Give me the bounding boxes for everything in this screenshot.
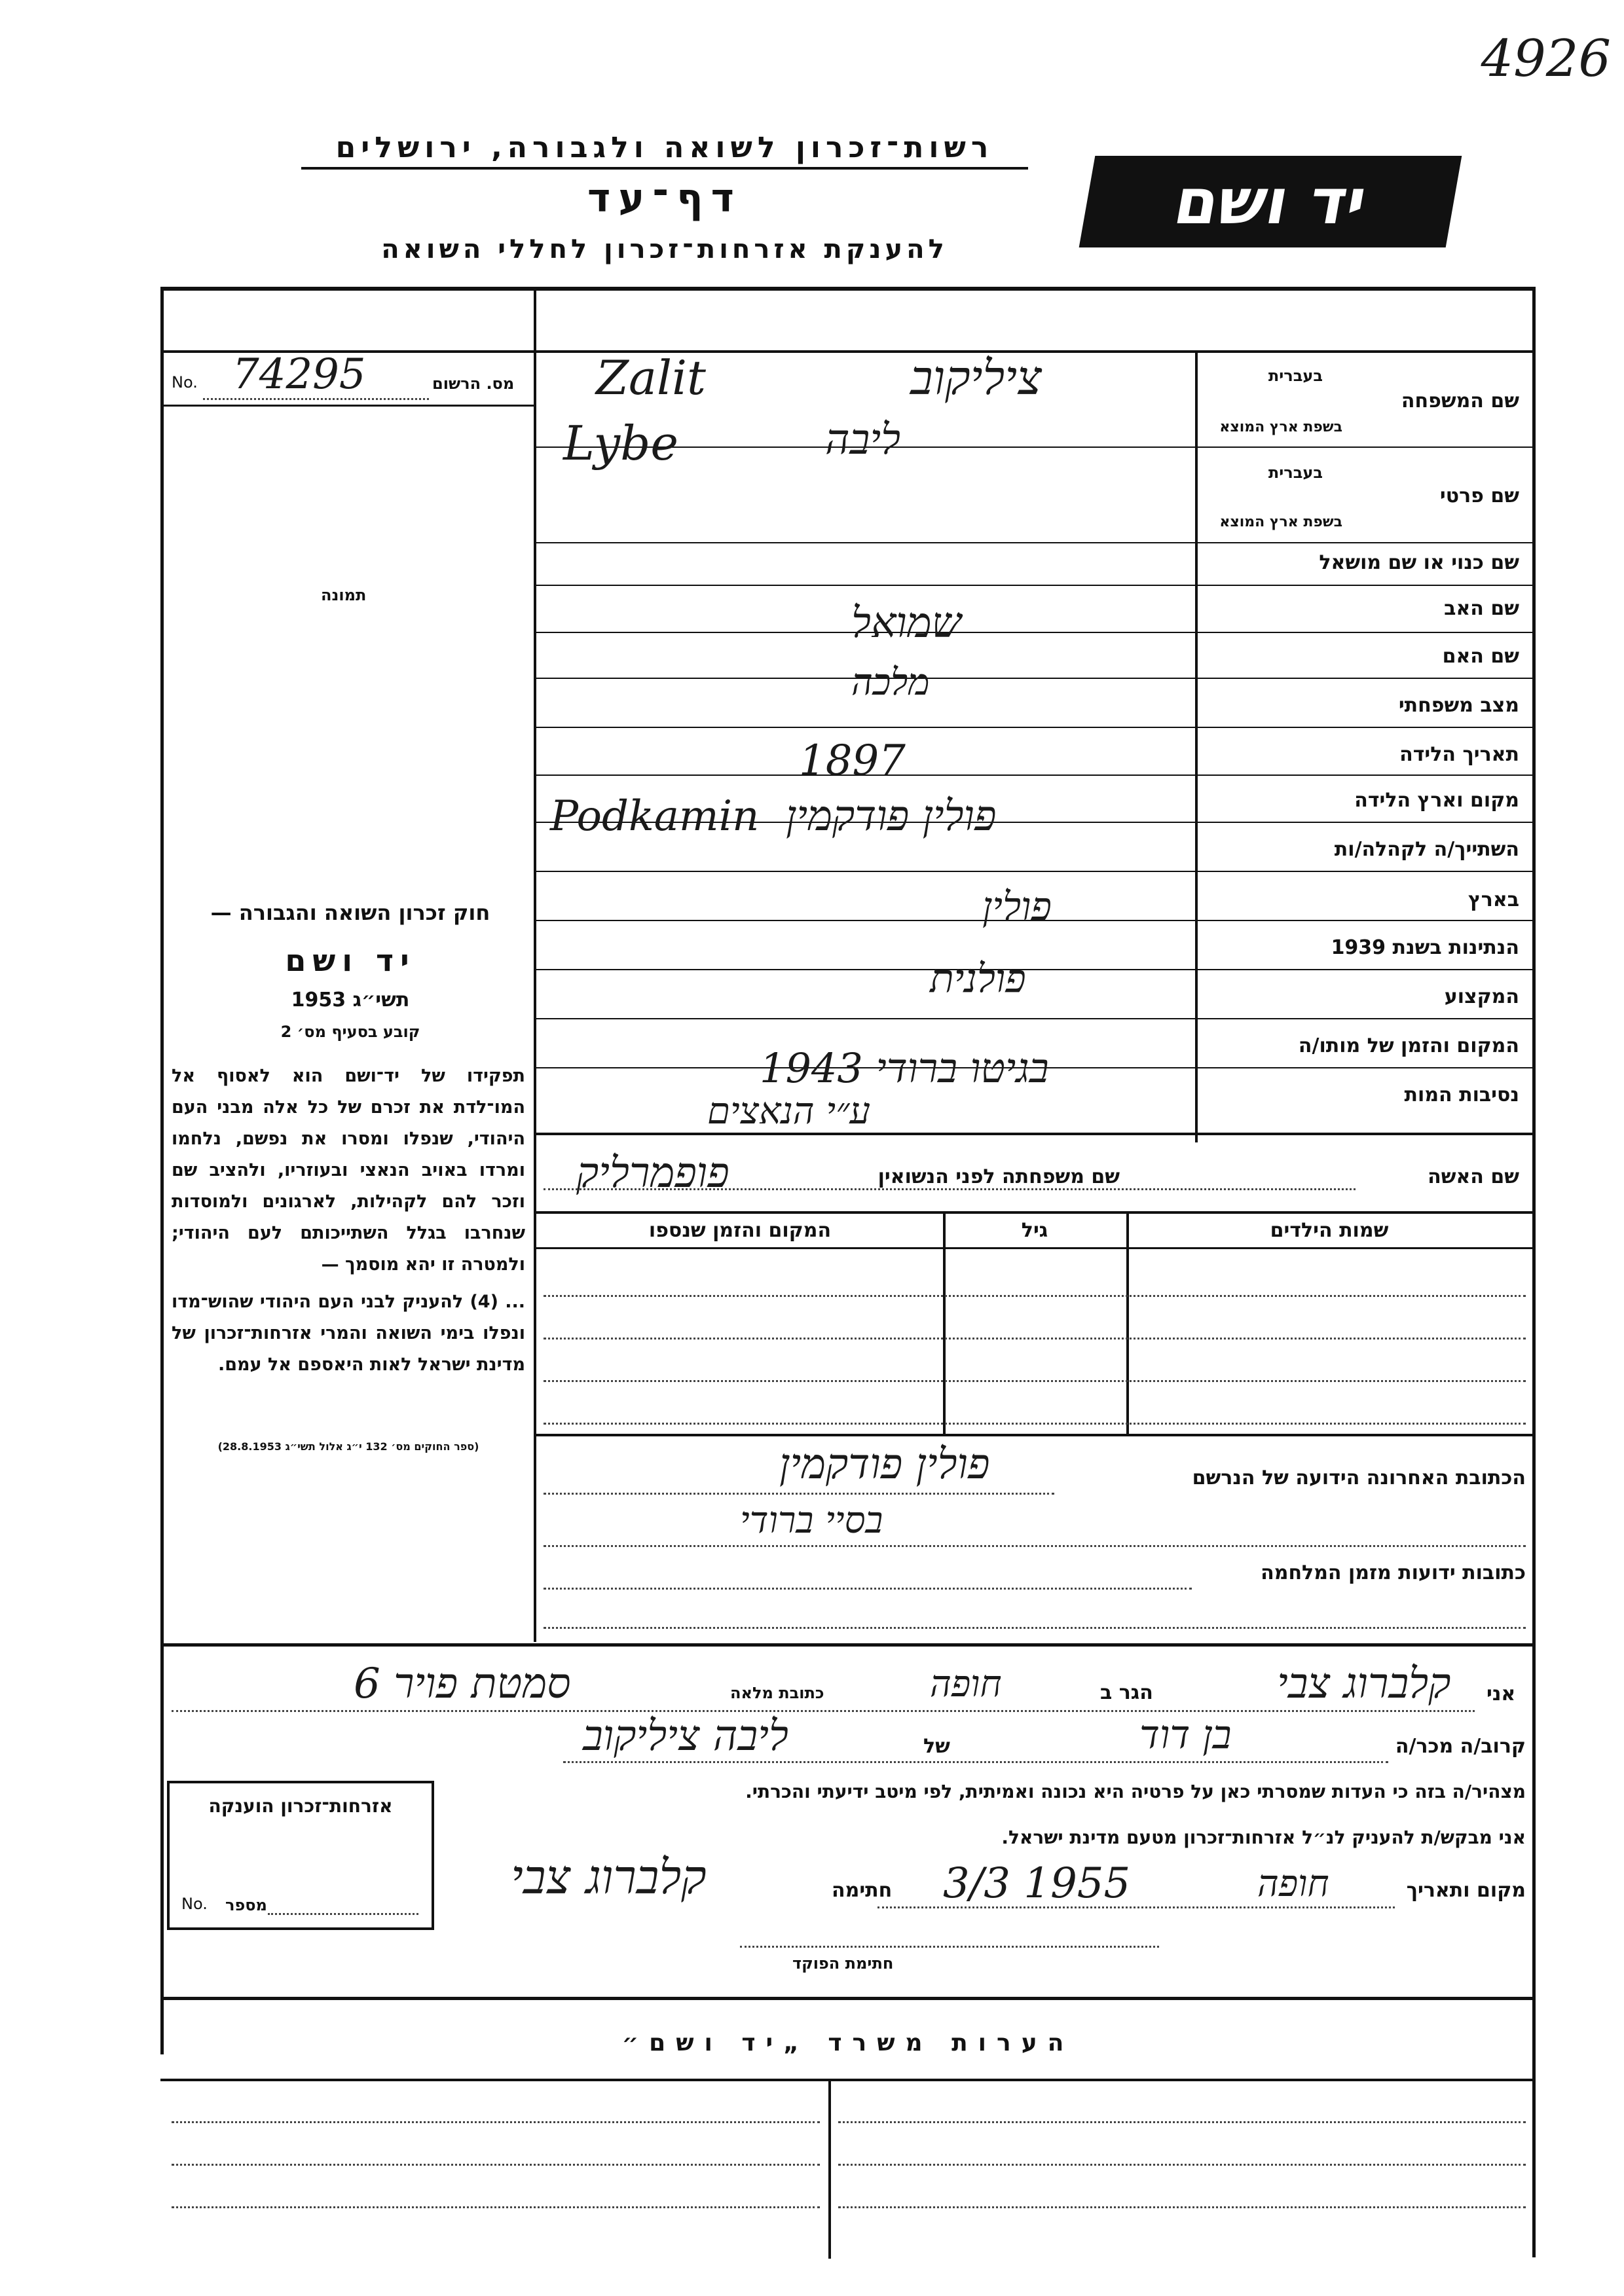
declarant-section-top (160, 1643, 1536, 1647)
first-name-hebrew-label: בעברית (1268, 464, 1323, 482)
yad-vashem-logo: יד ושם (1079, 156, 1462, 247)
document-subtitle: להענקת אזרחות־זכרון לחללי השואה (381, 234, 948, 264)
registration-row-line (160, 405, 536, 407)
granted-box (167, 1781, 434, 1930)
row-line (536, 1018, 1535, 1019)
registration-label: מס. הרשום (432, 374, 515, 393)
children-age-header: גיל (1021, 1219, 1048, 1242)
declarant-line-1 (172, 1710, 1475, 1712)
declarant-resides-label: הגר ב (1100, 1681, 1153, 1704)
granted-number-label: מספר (225, 1896, 267, 1914)
children-col-divider-1 (943, 1211, 946, 1434)
office-notes-top (160, 1997, 1536, 2000)
family-name-native-value: Zalit (596, 350, 706, 405)
office-notes-divider (828, 2079, 831, 2259)
children-table-bottom (536, 1434, 1535, 1436)
declarant-address-label: כתובת מלאה (730, 1684, 824, 1702)
wife-maiden-value: פופמרליק (576, 1149, 729, 1197)
wife-row-top (536, 1133, 1535, 1135)
wartime-address-underline-2 (544, 1627, 1526, 1629)
death-circumstances-label: נסיבות המות (1404, 1084, 1519, 1106)
office-notes-title: הערות משרד „יד ושם״ (621, 2030, 1075, 2056)
first-name-native-label: בשפת ארץ המוצא (1219, 514, 1342, 530)
office-notes-header-line (160, 2079, 1536, 2081)
law-clause-1: תפקידו של יד־ושם הוא לאסוף אל המו־לדת את זכרם של כל אלה מבני העם היהודי, שנפלו ומסרו את נפשם, נלחמו ומרדו באויב הנאצי ובעוזריו, ולהציב שם וזכר להם לקהילות, לארגונים ולמוסדות שנחרבו בגלל השתייכותם לעם היהודי; ולמטרה זו יהא מוסמך — (172, 1066, 525, 1275)
notes-line (838, 2206, 1526, 2208)
granted-no-label: No. (181, 1895, 208, 1913)
death-place-label: המקום והזמן של מותו/ה (1298, 1034, 1519, 1057)
date-value: 3/3 1955 (943, 1859, 1131, 1908)
first-name-hebrew-value: ליבה (825, 416, 901, 464)
mother-value: מלכה (851, 661, 930, 704)
notes-line (838, 2121, 1526, 2123)
row-line (536, 727, 1535, 728)
marital-label: מצב משפחתי (1398, 694, 1519, 717)
table-row (544, 1338, 1526, 1339)
header-row-line (160, 350, 1536, 353)
frame-right (1532, 287, 1536, 2257)
granted-number-underline (268, 1913, 418, 1915)
row-line (536, 969, 1535, 970)
father-value: שמואל (851, 599, 961, 647)
children-death-header: המקום והזמן שנספו (648, 1219, 832, 1242)
law-clause-2: ... (4) להעניק לבני העם היהודי שהוש־מדו ונפלו בימי השואה והמרי אזרחות־זכרון של מדינת ישראל לאות היאספם אל עמם. (172, 1292, 525, 1375)
wartime-address-underline (544, 1588, 1192, 1590)
row-line (536, 446, 1535, 448)
officer-sig-underline (740, 1946, 1159, 1948)
nickname-label: שם כנוי או שם מושאל (1319, 551, 1519, 574)
family-name-hebrew-value: ציליקוב (910, 350, 1042, 405)
signature-value: קלברוג צבי (511, 1850, 707, 1904)
in-country-value: פולין (982, 884, 1052, 930)
family-name-native-label: בשפת ארץ המוצא (1219, 419, 1342, 435)
children-table-header-line (536, 1247, 1535, 1249)
signature-label: חתימה (832, 1879, 893, 1902)
notes-line (172, 2164, 820, 2166)
last-address-value-1: פולין פודקמין (779, 1440, 990, 1489)
row-line (536, 774, 1535, 776)
father-label: שם האב (1444, 597, 1519, 620)
birth-date-value: 1897 (799, 737, 906, 785)
declarant-relation: בן דוד (1139, 1712, 1232, 1758)
place-date-label: מקום ותאריך (1406, 1879, 1526, 1902)
frame-left (160, 287, 164, 2054)
declarant-i-label: אני (1486, 1683, 1516, 1705)
registration-underline (203, 398, 429, 400)
document-title: דף־עד (587, 175, 742, 221)
registration-number: 74295 (232, 350, 366, 399)
wartime-address-label: כתובות ידועות מזמן המלחמה (1261, 1561, 1526, 1584)
wife-underline (544, 1188, 1356, 1190)
wife-maiden-label: שם משפחתה לפני הנשואין (877, 1165, 1120, 1188)
declarant-city: חופה (930, 1663, 1002, 1705)
law-clause-ref: קובע בסעיף מס׳ 2 (280, 1023, 420, 1041)
citizenship-value: פולנית (930, 956, 1026, 1002)
family-name-hebrew-label: בעברית (1268, 367, 1323, 385)
row-line (536, 871, 1535, 872)
registration-no-label: No. (172, 373, 198, 392)
declarant-name: קלברוג צבי (1277, 1660, 1451, 1708)
birth-place-label: מקום וארץ הלידה (1354, 789, 1519, 812)
in-country-label: בארץ (1467, 888, 1519, 911)
table-row (544, 1423, 1526, 1425)
birth-date-label: תאריך הלידה (1399, 743, 1519, 766)
notes-line (838, 2164, 1526, 2166)
children-names-header: שמות הילדים (1270, 1219, 1389, 1242)
last-address-underline-2 (544, 1545, 1526, 1547)
declarant-address: סמטת פויר 6 (354, 1660, 571, 1708)
declarant-line-2 (563, 1761, 1388, 1763)
granted-box-title: אזרחות־זכרון הוענקה (208, 1795, 393, 1817)
community-label: השתייך/ה לקהלה/ות (1334, 838, 1519, 861)
law-heading: חוק זכרון השואה והגבורה — (210, 900, 490, 925)
profession-label: המקצוע (1444, 985, 1519, 1008)
officer-signature-label: חתימת הפוקד (792, 1954, 894, 1973)
law-name: יד ושם (285, 943, 416, 978)
birth-place-native-value: Podkamin (550, 792, 760, 841)
last-address-label: הכתובת האחרונה הידועה של הנרשם (1192, 1467, 1526, 1489)
birth-place-value: פולין פודקמין (786, 792, 997, 841)
law-year: תשי״ג 1953 (291, 989, 410, 1011)
frame-top (160, 287, 1536, 291)
law-source: (ספר החוקים מס׳ 132 י״ג אלול תשי״ג 28.8.1953) (217, 1440, 479, 1453)
table-row (544, 1380, 1526, 1382)
last-address-value-2: בסיי ברודי (740, 1499, 883, 1542)
organization-name: רשות־זכרון לשואה ולגבורה, ירושלים (301, 131, 1028, 170)
wife-label: שם האשה (1428, 1165, 1519, 1188)
first-name-label: שם פרטי (1439, 484, 1519, 507)
row-line (536, 632, 1535, 633)
notes-line (172, 2206, 820, 2208)
relative-label: קרוב/ה מכר/ה (1395, 1735, 1526, 1758)
citizenship-label: הנתינות בשנת 1939 (1331, 936, 1519, 959)
last-address-underline (544, 1493, 1054, 1495)
label-divider (1195, 350, 1198, 1142)
request-text: אני מבקש/ת להעניק לנ״ל אזרחות־זכרון מטעם מדינת ישראל. (1001, 1827, 1526, 1848)
row-line (536, 678, 1535, 679)
death-place-value: בגיטו ברודי 1943 (760, 1044, 1049, 1092)
mother-label: שם האם (1442, 645, 1519, 668)
of-name-value: ליבה ציליקוב (583, 1712, 788, 1760)
family-name-label: שם המשפחה (1401, 390, 1519, 412)
row-line (536, 542, 1535, 543)
table-row (544, 1295, 1526, 1297)
declaration-text: מצהיר/ה בזה כי העדות שמסרתי כאן על פרטיה היא נכונה ואמיתית, לפי מיטב ידיעתי והכרתי. (745, 1781, 1526, 1802)
notes-line (172, 2121, 820, 2123)
row-line (536, 585, 1535, 586)
page-number: 4926 (1481, 29, 1611, 88)
children-table-top (536, 1211, 1535, 1214)
place-date-underline (877, 1906, 1395, 1908)
first-name-native-value: Lybe (563, 416, 678, 471)
children-col-divider-2 (1126, 1211, 1129, 1434)
death-circumstances-value: ע״י הנאצים (707, 1090, 871, 1133)
of-label: של (923, 1735, 950, 1758)
photo-label: תמונה (321, 586, 367, 604)
place-value: חופה (1257, 1863, 1329, 1905)
